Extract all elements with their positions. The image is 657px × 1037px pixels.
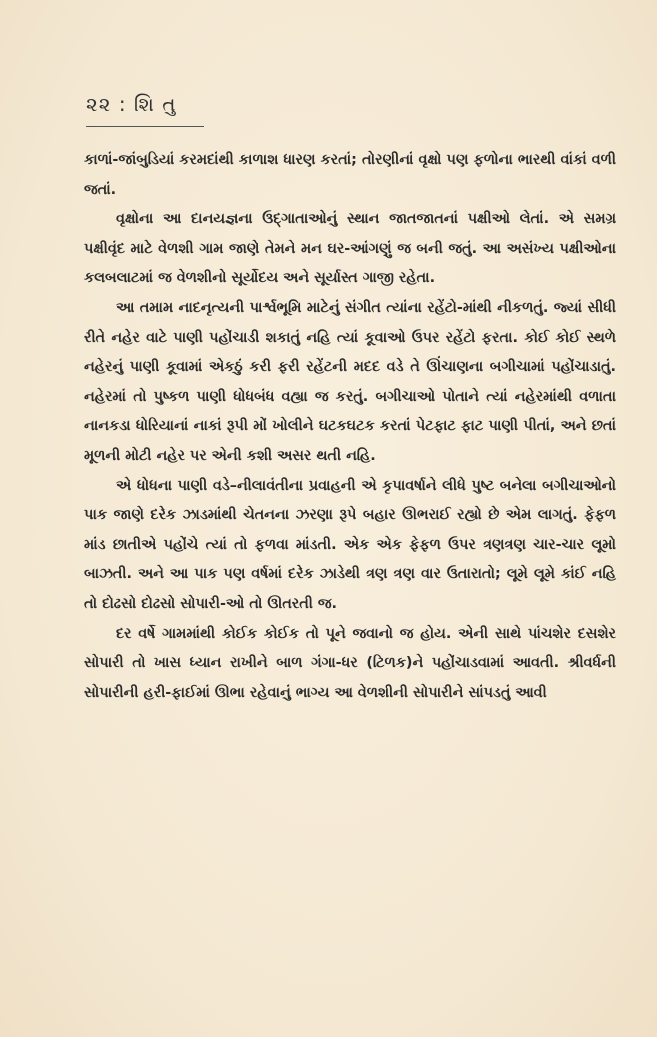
page-header: ૨૨ : શિ તુ xyxy=(86,92,177,116)
paragraph: દર વર્ષે ગામમાંથી કોઈક કોઈક તો પૂને જવાનો જ હોય. એની સાથે પાંચશેર દસશેર સોપારી તો ખાસ ધ્યાન રાખીને બાળ ગંગા-ધર (ટિળક)ને પહોંચાડવામાં આવતી. શ્રીવર્ધની સોપારીની હરી-ફાઈમાં ઊભા રહેવાનું ભાગ્ય આ વેળશીની સોપારીને સાંપડતું આવી xyxy=(84,625,616,701)
paragraph: એ ધોધના પાણી વડે–નીલાવંતીના પ્રવાહની એ કૃપાવર્ષાને લીધે પુષ્ટ બનેલા બગીચાઓનો પાક જાણે દરેક ઝાડમાંથી ચેતનના ઝરણા રૂપે બહાર ઊભરાઈ રહ્યો છે એમ લાગતું. ફેફળ માંડ છાતીએ પહોંચે ત્યાં તો ફળવા માંડતી. એક એક ફેફળ ઉપર ત્રણત્રણ ચાર-ચાર લૂમો બાઝતી. અને આ પાક પણ વર્ષમાં દરેક ઝાડેથી ત્રણ ત્રણ વાર ઉતારાતો; લૂમે લૂમે કાંઈ નહિ તો દોઢસો દોઢસો સોપારી-ઓ તો ઊતરતી જ. xyxy=(84,477,616,612)
paragraph: કાળાં-જાંબુડિયાં કરમદાંથી કાળાશ ધારણ કરતાં; તોરણીનાં વૃક્ષો પણ ફળોના ભારથી વાંકાં વળી જતાં. xyxy=(84,152,616,198)
header-underline xyxy=(86,126,204,127)
paragraph: વૃક્ષોના આ દાનયજ્ઞના ઉદ્ગાતાઓનું સ્થાન જાતજાતનાં પક્ષીઓ લેતાં. એ સમગ્ર પક્ષીવૃંદ માટે વેળશી ગામ જાણે તેમને મન ઘર-આંગણું જ બની જતું. આ અસંખ્ય પક્ષીઓના કલબલાટમાં જ વેળશીનો સૂર્યોદય અને સૂર્યાસ્ત ગાજી રહેતા. xyxy=(84,211,616,287)
page-body xyxy=(84,146,616,708)
paragraph: આ તમામ નાદનૃત્યની પાર્શ્વભૂમિ માટેનું સંગીત ત્યાંના રહેંટો-માંથી નીકળતું. જ્યાં સીધી રીતે નહેર વાટે પાણી પહોંચાડી શકાતું નહિ ત્યાં કૂવાઓ ઉપર રહેંટો ફરતા. કોઈ કોઈ સ્થળે નહેરનું પાણી કૂવામાં એકઠું કરી ફરી રહેંટની મદદ વડે તે ઊંચાણના બગીચામાં પહોંચાડાતું. નહેરમાં તો પુષ્કળ પાણી ધોધબંધ વહ્યા જ કરતું. બગીચાઓ પોતાને ત્યાં નહેરમાંથી વળાતા નાનકડા ધોરિયાનાં નાકાં રૂપી મોં ખોલીને ઘટકઘટક કરતાં પેટફાટ ફાટ પાણી પીતાં, અને છતાં મૂળની મોટી નહેર પર એની કશી અસર થતી નહિ. xyxy=(84,299,616,464)
